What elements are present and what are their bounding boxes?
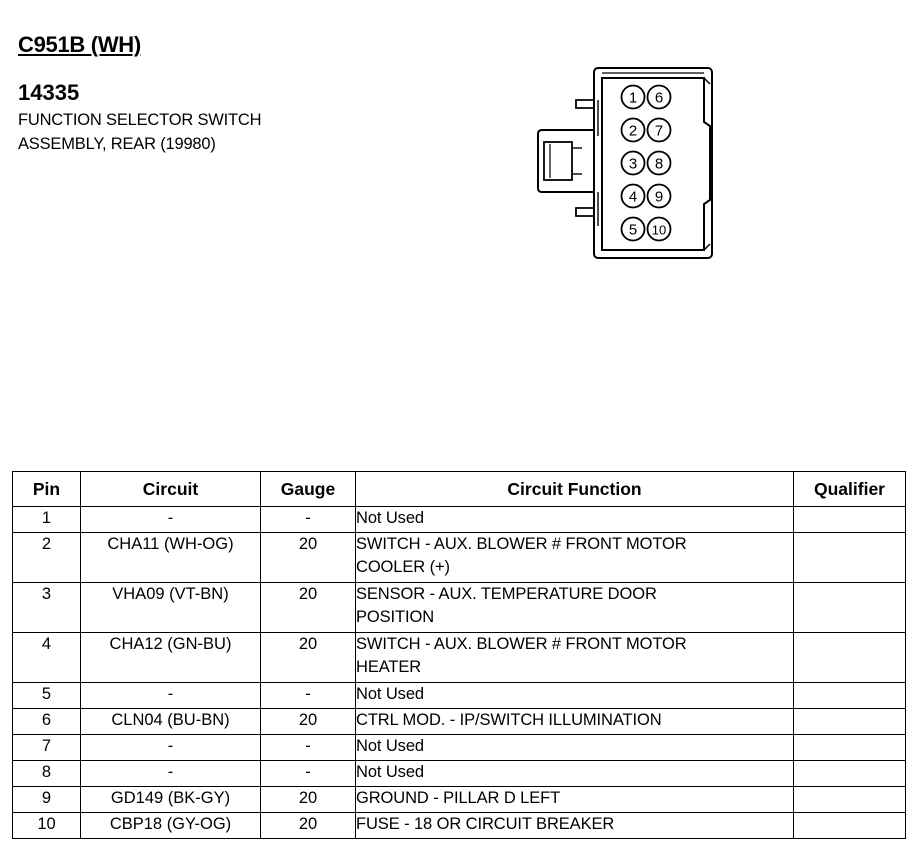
pin-label: 1 [628, 89, 638, 107]
cell-circuit: CBP18 (GY-OG) [81, 813, 261, 839]
cell-circuit: VHA09 (VT-BN) [81, 583, 261, 633]
cell-circuit: - [81, 761, 261, 787]
connector-id: C951B (WH) [18, 32, 141, 57]
cell-function [356, 813, 794, 839]
cell-qualifier [794, 709, 906, 735]
connector-latch-lower [576, 208, 594, 216]
header-circuit-function: Circuit Function [356, 472, 794, 507]
pin-label: 9 [654, 188, 664, 206]
cell-pin: 5 [13, 683, 81, 709]
part-number: 14335 [18, 80, 80, 105]
pin-label: 3 [628, 155, 638, 173]
pinout-table [12, 471, 906, 839]
table-header-row [13, 472, 906, 507]
table-row [13, 709, 906, 735]
cell-function [356, 507, 794, 533]
cell-qualifier [794, 683, 906, 709]
function-line-1: Not Used [356, 763, 424, 781]
cell-function [356, 533, 794, 583]
cell-qualifier [794, 507, 906, 533]
cell-circuit: - [81, 735, 261, 761]
cell-circuit: CLN04 (BU-BN) [81, 709, 261, 735]
cell-qualifier [794, 735, 906, 761]
connector-lock-tab [538, 130, 594, 192]
cell-circuit: CHA12 (GN-BU) [81, 633, 261, 683]
cell-gauge: 20 [261, 709, 356, 735]
cell-qualifier [794, 583, 906, 633]
header-gauge: Gauge [261, 472, 356, 507]
cell-qualifier [794, 533, 906, 583]
description-line-2: ASSEMBLY, REAR (19980) [18, 135, 216, 153]
function-line-1: Not Used [356, 685, 424, 703]
header-qualifier: Qualifier [794, 472, 906, 507]
function-line-1: SENSOR - AUX. TEMPERATURE DOOR [356, 585, 657, 603]
pin-label: 4 [628, 188, 638, 206]
cell-function [356, 683, 794, 709]
function-line-2: COOLER (+) [356, 558, 450, 576]
cell-pin: 8 [13, 761, 81, 787]
function-line-1: SWITCH - AUX. BLOWER # FRONT MOTOR [356, 635, 687, 653]
cell-gauge: - [261, 507, 356, 533]
pin-label: 5 [628, 221, 638, 239]
connector-latch-upper [576, 100, 594, 108]
cell-function [356, 709, 794, 735]
connector-lock-button [544, 142, 572, 180]
function-line-2: POSITION [356, 608, 435, 626]
table-row [13, 813, 906, 839]
function-line-1: GROUND - PILLAR D LEFT [356, 789, 561, 807]
cell-circuit: GD149 (BK-GY) [81, 787, 261, 813]
cell-qualifier [794, 633, 906, 683]
cell-function [356, 583, 794, 633]
cell-gauge: 20 [261, 787, 356, 813]
cell-pin: 9 [13, 787, 81, 813]
cell-pin: 4 [13, 633, 81, 683]
function-line-1: CTRL MOD. - IP/SWITCH ILLUMINATION [356, 711, 662, 729]
function-line-1: Not Used [356, 737, 424, 755]
cell-gauge: - [261, 735, 356, 761]
cell-function [356, 761, 794, 787]
cell-circuit: - [81, 683, 261, 709]
cell-gauge: 20 [261, 583, 356, 633]
connector-face-diagram [528, 60, 728, 270]
table-row [13, 507, 906, 533]
pin-label: 6 [654, 89, 664, 107]
pin-label: 10 [651, 222, 667, 238]
cell-function [356, 633, 794, 683]
function-line-1: SWITCH - AUX. BLOWER # FRONT MOTOR [356, 535, 687, 553]
cell-pin: 7 [13, 735, 81, 761]
function-line-1: FUSE - 18 OR CIRCUIT BREAKER [356, 815, 615, 833]
pin-label: 7 [654, 122, 664, 140]
table-row [13, 533, 906, 583]
description-line-1: FUNCTION SELECTOR SWITCH [18, 111, 262, 129]
cell-pin: 2 [13, 533, 81, 583]
function-line-2: HEATER [356, 658, 422, 676]
cell-qualifier [794, 813, 906, 839]
table-row [13, 583, 906, 633]
cell-gauge: 20 [261, 633, 356, 683]
cell-function [356, 787, 794, 813]
table-row [13, 633, 906, 683]
cell-circuit: - [81, 507, 261, 533]
header-pin: Pin [13, 472, 81, 507]
cell-pin: 1 [13, 507, 81, 533]
cell-pin: 10 [13, 813, 81, 839]
table-row [13, 787, 906, 813]
table-row [13, 683, 906, 709]
cell-gauge: 20 [261, 813, 356, 839]
function-line-1: Not Used [356, 509, 424, 527]
table-row [13, 735, 906, 761]
cell-qualifier [794, 761, 906, 787]
table-row [13, 761, 906, 787]
cell-function [356, 735, 794, 761]
cell-pin: 6 [13, 709, 81, 735]
cell-pin: 3 [13, 583, 81, 633]
cell-gauge: - [261, 761, 356, 787]
pin-grid [622, 86, 671, 241]
cell-gauge: 20 [261, 533, 356, 583]
header-circuit: Circuit [81, 472, 261, 507]
cell-circuit: CHA11 (WH-OG) [81, 533, 261, 583]
pin-label: 8 [654, 155, 664, 173]
pin-label: 2 [628, 122, 638, 140]
cell-gauge: - [261, 683, 356, 709]
cell-qualifier [794, 787, 906, 813]
